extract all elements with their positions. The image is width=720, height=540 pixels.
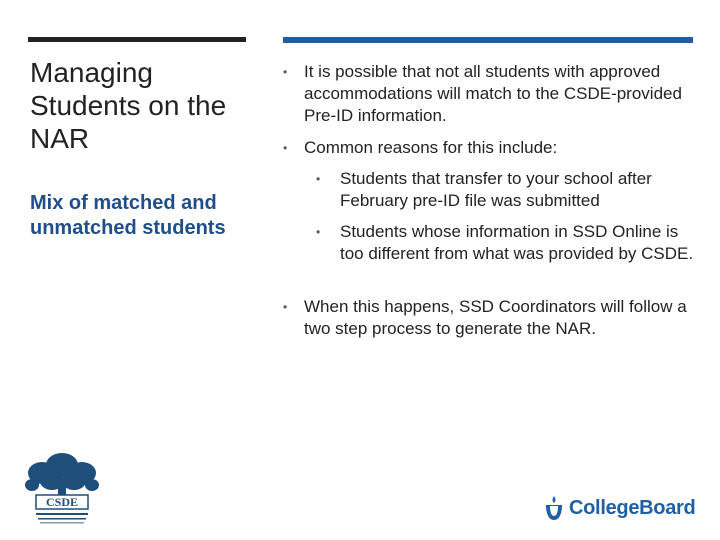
- right-header-bar: [283, 37, 693, 43]
- bullet-marker: •: [283, 65, 288, 79]
- csde-logo: [22, 451, 104, 527]
- bullet-text: Common reasons for this include:: [304, 138, 558, 157]
- bullet-item: [283, 61, 693, 127]
- bullet-item: [283, 137, 693, 159]
- sub-bullet-item: [316, 168, 696, 212]
- college-board-wordmark: CollegeBoard: [569, 496, 696, 519]
- csde-tree-icon: [22, 451, 104, 527]
- slide-title: Managing Students on the NAR: [30, 57, 227, 154]
- csde-logo-text: CSDE: [45, 495, 79, 509]
- sub-bullet-item: [316, 221, 696, 265]
- college-board-logo: [543, 492, 703, 524]
- sub-bullet-text: Students that transfer to your school after February pre-ID file was submitted: [340, 169, 652, 210]
- sub-bullet-text: Students whose information in SSD Online is too different from what was provided by CSDE.: [340, 222, 694, 263]
- bullet-marker: •: [283, 141, 288, 155]
- bullet-text: It is possible that not all students with approved accommodations will match to the CSDE-provided Pre-ID information.: [304, 62, 682, 125]
- slide-subtitle: Mix of matched and unmatched students: [30, 192, 226, 239]
- left-header-bar: [28, 37, 246, 42]
- bullet-marker: •: [316, 225, 321, 239]
- bullet-text: When this happens, SSD Coordinators will follow a two step process to generate the NAR.: [304, 297, 687, 338]
- college-board-acorn-icon: [543, 494, 565, 522]
- bullet-item: [283, 296, 693, 340]
- bullet-marker: •: [316, 172, 321, 186]
- bullet-marker: •: [283, 300, 288, 314]
